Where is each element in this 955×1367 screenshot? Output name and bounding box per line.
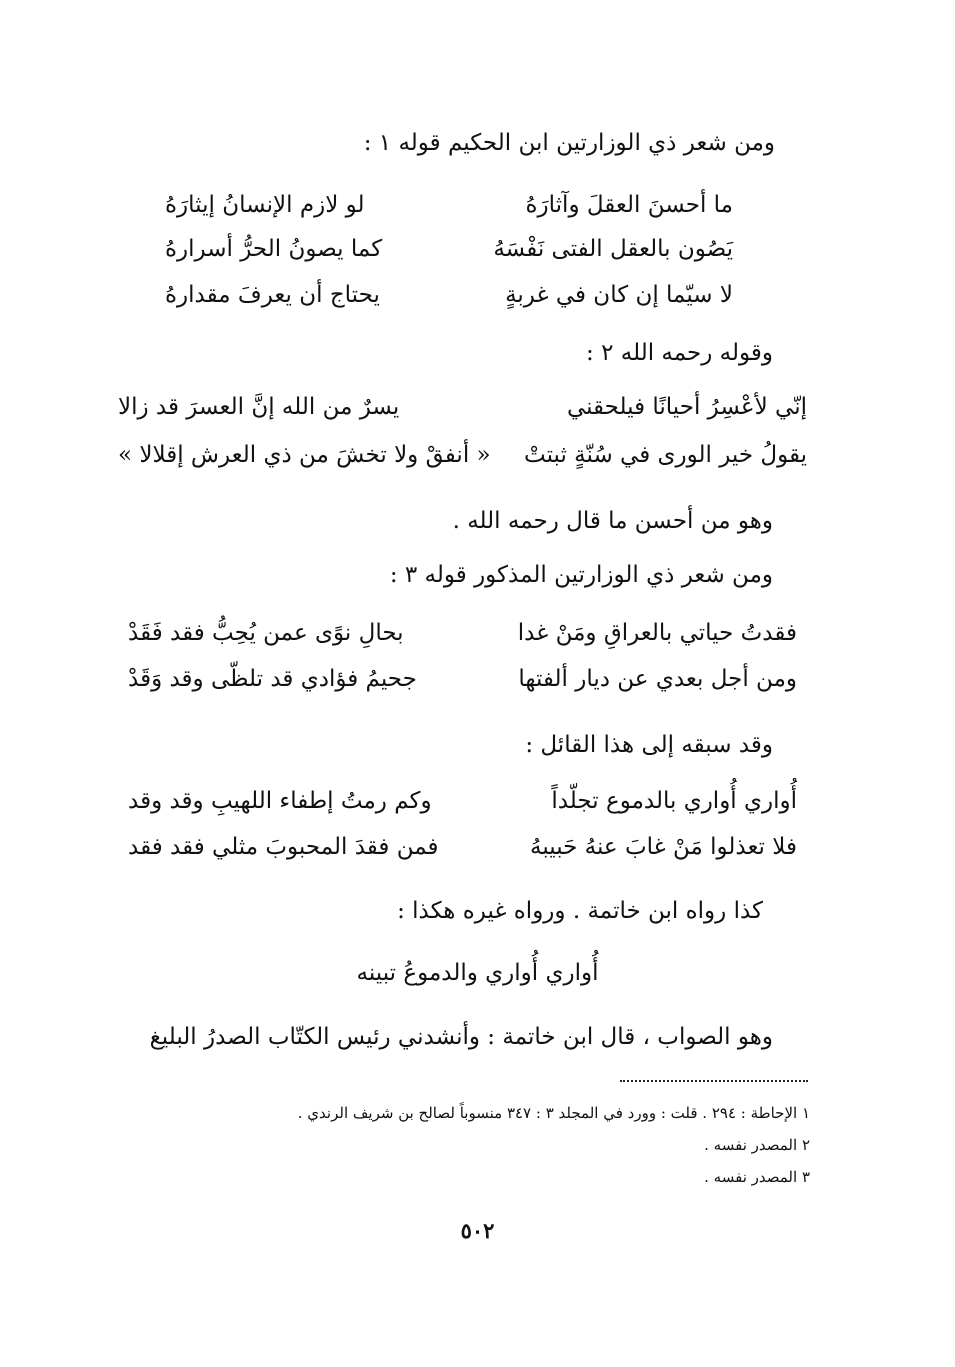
- footnote: ٢ المصدر نفسه .: [704, 1136, 810, 1154]
- verse-hemistich-left: يحتاج أن يعرفَ مقدارهُ: [165, 282, 380, 308]
- prose-line: ومن شعر ذي الوزارتين المذكور قوله ٣ :: [389, 562, 773, 588]
- verse-hemistich-right: يقولُ خير الورى في سُنّةٍ ثبتتْ: [524, 442, 807, 468]
- verse-hemistich-left: كما يصونُ الحرُّ أسرارهُ: [165, 236, 383, 262]
- verse-hemistich-right: ومن أجل بعدي عن ديار ألفتها: [518, 666, 797, 692]
- prose-line: وقوله رحمه الله ٢ :: [586, 340, 773, 366]
- verse-hemistich-left: فمن فقدَ المحبوبَ مثلي فقد فقد: [128, 834, 439, 860]
- prose-line: كذا رواه ابن خاتمة . ورواه غيره هكذا :: [397, 898, 763, 924]
- verse-hemistich-right: ما أحسنَ العقلَ وآثارَهُ: [525, 192, 733, 218]
- centered-hemistich: أُواري أُواري والدموعُ تبينه: [356, 960, 599, 986]
- prose-line: وهو الصواب ، قال ابن خاتمة : وأنشدني رئيس الكتّاب الصدرُ البليغ: [149, 1024, 773, 1050]
- verse-hemistich-left: يسرٌ من الله إنَّ العسرَ قد زالا: [118, 394, 400, 420]
- footnote-separator: [620, 1080, 808, 1082]
- prose-line: ومن شعر ذي الوزارتين ابن الحكيم قوله ١ :: [363, 130, 775, 156]
- verse-hemistich-right: أُواري أُواري بالدموع تجلّداً: [551, 788, 797, 814]
- prose-line: وهو من أحسن ما قال رحمه الله .: [452, 508, 773, 534]
- verse-hemistich-right: إنّي لأعْسِرُ أحيانًا فيلحقني: [566, 394, 807, 420]
- footnote: ١ الإحاطة : ٢٩٤ . قلت : وورد في المجلد ٣ : ٣٤٧ منسوباً لصالح بن شريف الرندي .: [297, 1104, 810, 1122]
- prose-line: وقد سبقه إلى هذا القائل :: [525, 732, 773, 758]
- verse-hemistich-left: جحيمُ فؤادي قد تلظّى وقد وَقَدْ: [128, 666, 417, 692]
- verse-hemistich-right: لا سيّما إن كان في غربةٍ: [505, 282, 733, 308]
- verse-hemistich-left: لو لازم الإنسانُ إيثارَهُ: [165, 192, 365, 218]
- verse-hemistich-left: « أنفقْ ولا تخشَ من ذي العرش إقلالا »: [118, 442, 491, 468]
- footnote: ٣ المصدر نفسه .: [704, 1168, 810, 1186]
- verse-hemistich-left: بحالِ نوًى عمن يُحِبُّ فقد فَقَدْ: [128, 620, 404, 646]
- verse-hemistich-right: يَصُون بالعقل الفتى نَفْسَهُ: [493, 236, 733, 262]
- verse-hemistich-left: وكم رمتُ إطفاء اللهيبِ وقد وقد: [128, 788, 432, 814]
- verse-hemistich-right: فقدتُ حياتي بالعراقِ ومَنْ غدا: [517, 620, 797, 646]
- page-number: ٥٠٢: [460, 1218, 495, 1243]
- verse-hemistich-right: فلا تعذلوا مَنْ غابَ عنهُ حَبيبهُ: [529, 834, 797, 860]
